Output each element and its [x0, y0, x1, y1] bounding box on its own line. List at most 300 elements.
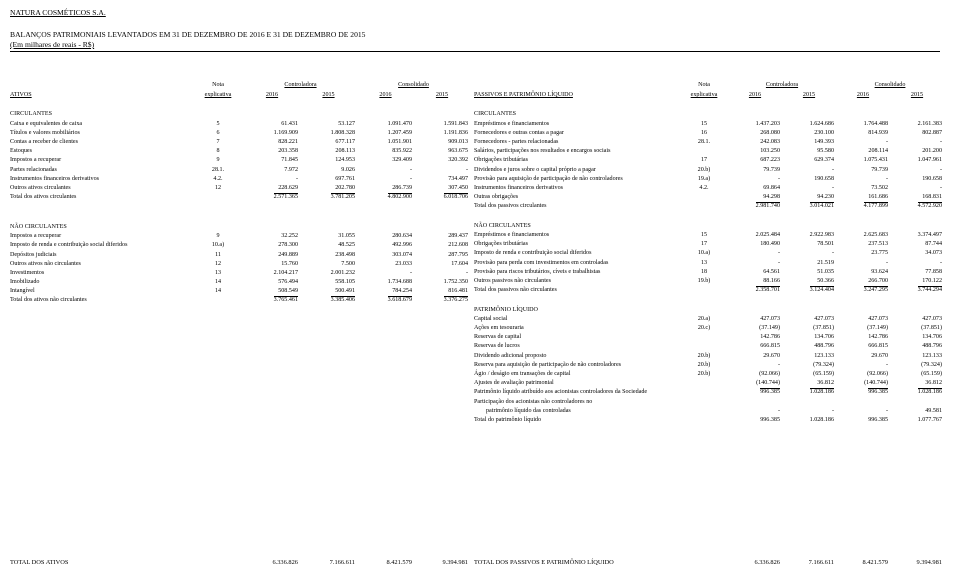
value-controladora-2016: 687.223 — [760, 157, 780, 164]
value-controladora-2016: 1.437.203 — [755, 120, 780, 127]
value-controladora-2016: 249.889 — [278, 251, 298, 258]
row-label: Imposto de renda e contribuição social diferidos — [474, 250, 592, 257]
value-controladora-2015: 190.658 — [814, 175, 834, 182]
value-controladora-2015: 53.127 — [338, 120, 355, 127]
row-label: Reservas de lucros — [474, 343, 520, 350]
table-row — [474, 136, 944, 145]
value-controladora-2015: 94.230 — [817, 194, 834, 201]
liabilities-noncurrent-total: Total dos passivos não circulantes 2.358.701 3.124.404 3.247.295 3.744.294 — [474, 287, 942, 294]
value-consolidado-2015: 34.073 — [925, 250, 942, 257]
year-header: 2016 — [856, 92, 870, 98]
row-nota: 15 — [700, 232, 708, 239]
value-controladora-2015: 427.073 — [814, 315, 834, 322]
value-controladora-2016: 61.431 — [281, 120, 298, 127]
year-header: 2015 — [802, 92, 816, 98]
row-label: Intangível — [10, 288, 35, 295]
table-row — [474, 275, 944, 284]
row-nota: 18 — [700, 268, 708, 275]
value-controladora-2015: 51.035 — [817, 268, 834, 275]
value-controladora-2015: 1.808.328 — [330, 129, 355, 136]
row-label: Provisão para aquisição de participação de não controladores — [474, 175, 623, 182]
table-row — [10, 127, 470, 136]
controladora-header: Controladora — [284, 82, 317, 88]
value-consolidado-2015: (37.851) — [921, 325, 942, 332]
row-label: Obrigações tributárias — [474, 241, 528, 248]
value-consolidado-2016: 208.114 — [868, 148, 888, 155]
table-row — [474, 368, 944, 377]
value-consolidado-2016: 784.254 — [392, 288, 412, 295]
table-row — [474, 340, 944, 349]
row-nota: 20.a) — [697, 315, 711, 322]
assets-grand-total: TOTAL DOS ATIVOS 6.336.826 7.166.611 8.421.579 9.394.981 — [10, 557, 470, 566]
value-consolidado-2015: - — [939, 184, 942, 191]
row-nota: 7 — [216, 139, 220, 146]
row-nota: 12 — [214, 260, 222, 267]
value-consolidado-2015: 1.752.350 — [443, 279, 468, 286]
value-consolidado-2015: 201.200 — [922, 148, 942, 155]
row-label: Reserva para aquisição de participação de não controladores — [474, 361, 622, 368]
value-consolidado-2015: 909.013 — [448, 139, 468, 146]
liabilities-current-total: Total dos passivos circulantes 2.981.740 3.014.021 4.177.899 4.572.920 — [474, 203, 942, 210]
row-nota: 15 — [700, 120, 708, 127]
row-nota: 19.a) — [697, 175, 711, 182]
liabilities-current-rows — [474, 117, 944, 200]
value-consolidado-2015: 307.450 — [448, 184, 468, 191]
value-controladora-2016: - — [777, 259, 780, 266]
value-consolidado-2016: 280.634 — [392, 233, 412, 240]
row-label: Outros passivos não circulantes — [474, 277, 552, 284]
row-label: Ações em tesouraria — [474, 325, 524, 332]
row-label: Empréstimos e financiamentos — [474, 120, 550, 127]
value-consolidado-2015: 212.608 — [448, 242, 468, 249]
table-row — [10, 136, 470, 145]
value-consolidado-2016: 1.051.901 — [387, 139, 412, 146]
statement-subtitle: (Em milhares de reais - R$) — [10, 40, 95, 49]
value-controladora-2016: 1.169.909 — [273, 129, 298, 136]
nota-header: Nota — [212, 82, 224, 88]
row-label: Partes relacionadas — [10, 166, 57, 173]
value-controladora-2015: 31.055 — [338, 233, 355, 240]
year-header: 2016 — [748, 92, 762, 98]
value-consolidado-2016: 1.734.688 — [387, 279, 412, 286]
value-consolidado-2016: 814.939 — [868, 129, 888, 136]
value-consolidado-2015: - — [465, 269, 468, 276]
value-consolidado-2015: 190.658 — [922, 175, 942, 182]
row-nota: 9 — [216, 233, 220, 240]
value-consolidado-2015: 734.497 — [448, 175, 468, 182]
statement-title: BALANÇOS PATRIMONIAIS LEVANTADOS EM 31 DE DEZEMBRO DE 2016 E 31 DE DEZEMBRO DE 2015 — [10, 30, 366, 39]
value-controladora-2016: - — [777, 361, 780, 368]
table-row — [474, 377, 944, 386]
value-consolidado-2015: - — [465, 166, 468, 173]
table-row — [474, 182, 944, 191]
liabilities-grand-total: TOTAL DOS PASSIVOS E PATRIMÔNIO LÍQUIDO 6.336.826 7.166.611 8.421.579 9.394.981 — [474, 557, 944, 566]
value-controladora-2015: 48.525 — [338, 242, 355, 249]
row-nota: 12 — [214, 184, 222, 191]
value-consolidado-2016: 666.815 — [868, 343, 888, 350]
row-nota: 9 — [216, 157, 220, 164]
value-controladora-2015: 629.374 — [814, 157, 834, 164]
value-consolidado-2015: 87.744 — [925, 241, 942, 248]
value-controladora-2015: 1.624.686 — [809, 120, 834, 127]
liabilities-heading: PASSIVOS E PATRIMÔNIO LÍQUIDO — [474, 92, 573, 98]
value-consolidado-2016: 1.075.431 — [863, 157, 888, 164]
value-controladora-2016: (92.066) — [759, 370, 780, 377]
row-label: Fornecedores e outras contas a pagar — [474, 129, 564, 136]
nota-header-2: explicativa — [690, 92, 718, 98]
value-controladora-2016: 32.252 — [281, 233, 298, 240]
table-row — [474, 127, 944, 136]
value-controladora-2016: (140.744) — [756, 380, 780, 387]
value-controladora-2016: 7.972 — [284, 166, 298, 173]
value-consolidado-2015: 802.887 — [922, 129, 942, 136]
row-label: Impostos a recuperar — [10, 233, 62, 240]
value-controladora-2015: 78.501 — [817, 241, 834, 248]
value-controladora-2016: 88.166 — [763, 277, 780, 284]
row-nota — [680, 377, 728, 386]
value-consolidado-2016: 266.700 — [868, 277, 888, 284]
value-consolidado-2016: 29.670 — [871, 352, 888, 359]
value-consolidado-2015: 963.675 — [448, 148, 468, 155]
row-nota: 11 — [215, 251, 221, 258]
row-nota: 16 — [700, 129, 708, 136]
value-controladora-2015: 2.001.232 — [330, 269, 355, 276]
table-row — [474, 191, 944, 200]
equity-total-row: Total do patrimônio líquido 996.385 1.028.186 996.385 1.077.767 — [474, 414, 944, 423]
company-name: NATURA COSMÉTICOS S.A. — [10, 8, 106, 17]
value-controladora-2015: 95.580 — [817, 148, 834, 155]
value-controladora-2016: 508.549 — [278, 288, 298, 295]
value-controladora-2015: - — [831, 166, 834, 173]
table-row — [474, 163, 944, 172]
value-controladora-2016: 268.080 — [760, 129, 780, 136]
value-consolidado-2016: 237.513 — [868, 241, 888, 248]
value-controladora-2016: 2.104.217 — [273, 269, 298, 276]
row-label: Investimentos — [10, 269, 45, 276]
value-controladora-2016: 242.083 — [760, 139, 780, 146]
equity-attributed-row: Patrimônio líquido atribuído aos acionistas controladores da Sociedade 996.385 1.028.186 996.385 1.028.186 — [474, 389, 942, 396]
table-row — [474, 247, 944, 256]
value-consolidado-2015: 488.796 — [922, 343, 942, 350]
value-consolidado-2015: 2.161.383 — [917, 120, 942, 127]
value-controladora-2015: 2.922.983 — [809, 232, 834, 239]
value-controladora-2016: 2.025.484 — [755, 232, 780, 239]
row-nota: 20.b) — [697, 370, 711, 377]
section-heading: CIRCULANTES — [10, 111, 52, 118]
value-controladora-2015: 677.117 — [335, 139, 355, 146]
table-row — [10, 267, 470, 276]
value-consolidado-2016: - — [885, 361, 888, 368]
row-nota: 20.c) — [697, 325, 711, 332]
value-consolidado-2016: 23.033 — [395, 260, 412, 267]
value-consolidado-2016: - — [885, 139, 888, 146]
value-consolidado-2015: 427.073 — [922, 315, 942, 322]
year-header: 2015 — [322, 92, 335, 98]
value-controladora-2016: - — [777, 250, 780, 257]
value-controladora-2016: 79.739 — [763, 166, 780, 173]
section-heading: PATRIMÔNIO LÍQUIDO — [474, 306, 538, 313]
value-controladora-2015: 9.026 — [341, 166, 355, 173]
value-controladora-2015: 558.105 — [335, 279, 355, 286]
table-row — [10, 117, 470, 126]
value-consolidado-2016: 1.207.459 — [387, 129, 412, 136]
table-row — [10, 239, 470, 248]
value-consolidado-2016: 427.073 — [868, 315, 888, 322]
value-controladora-2015: 238.498 — [335, 251, 355, 258]
table-row — [474, 117, 944, 126]
value-consolidado-2015: - — [939, 259, 942, 266]
value-consolidado-2016: - — [885, 175, 888, 182]
value-consolidado-2015: 17.604 — [451, 260, 468, 267]
row-label: Outros ativos circulantes — [10, 184, 71, 191]
value-controladora-2015: - — [831, 250, 834, 257]
value-consolidado-2016: 1.764.488 — [863, 120, 888, 127]
nota-header: Nota — [698, 82, 710, 88]
row-label: Ajustes de avaliação patrimonial — [474, 380, 554, 387]
value-consolidado-2016: (92.066) — [867, 370, 888, 377]
row-label: Reservas de capital — [474, 334, 522, 341]
assets-heading: ATIVOS — [10, 92, 32, 98]
row-nota: 4.2. — [213, 175, 223, 182]
table-row — [474, 256, 944, 265]
row-label: Contas a receber de clientes — [10, 139, 79, 146]
row-label: Salários, participações nos resultados e encargos sociais — [474, 148, 611, 155]
assets-current-total: Total dos ativos circulantes 2.571.365 3.781.205 4.802.900 6.018.706 — [10, 194, 468, 201]
value-consolidado-2015: 1.047.961 — [917, 157, 942, 164]
section-heading: CIRCULANTES — [474, 111, 516, 118]
table-row — [474, 359, 944, 368]
value-controladora-2015: 149.393 — [814, 139, 834, 146]
row-label: Outros ativos não circulantes — [10, 260, 81, 267]
row-label: Instrumentos financeiros derivativos — [474, 184, 564, 191]
assets-noncurrent-rows — [10, 230, 470, 294]
row-label: Caixa e equivalentes de caixa — [10, 120, 83, 127]
value-consolidado-2016: (37.149) — [867, 325, 888, 332]
value-consolidado-2015: 1.191.836 — [443, 129, 468, 136]
value-consolidado-2016: 142.786 — [868, 334, 888, 341]
value-controladora-2015: 488.796 — [814, 343, 834, 350]
row-nota: 5 — [216, 120, 220, 127]
table-row — [10, 145, 470, 154]
table-row — [10, 154, 470, 163]
table-row — [474, 313, 944, 322]
value-consolidado-2015: 320.392 — [448, 157, 468, 164]
row-nota: 17 — [700, 157, 708, 164]
table-row — [474, 322, 944, 331]
row-nota: 10.a) — [697, 250, 711, 257]
value-controladora-2015: 50.366 — [817, 277, 834, 284]
row-label: Capital social — [474, 315, 508, 322]
value-consolidado-2015: 134.706 — [922, 334, 942, 341]
value-controladora-2015: (65.159) — [813, 370, 834, 377]
row-label: Estoques — [10, 148, 33, 155]
row-label: Provisão para riscos tributários, cíveis e trabalhistas — [474, 268, 601, 275]
row-label: Imposto de renda e contribuição social diferidos — [10, 242, 128, 249]
table-row — [474, 173, 944, 182]
value-consolidado-2016: 835.922 — [392, 148, 412, 155]
value-controladora-2016: 666.815 — [760, 343, 780, 350]
nota-header-2: explicativa — [204, 92, 232, 98]
row-nota: 6 — [216, 129, 220, 136]
value-consolidado-2015: 170.122 — [922, 277, 942, 284]
row-nota: 20.b) — [697, 166, 711, 173]
controladora-header: Controladora — [765, 82, 799, 88]
table-row — [474, 331, 944, 340]
row-nota — [680, 331, 728, 340]
table-row — [10, 163, 470, 172]
value-consolidado-2015: (65.159) — [921, 370, 942, 377]
noncontrolling-row: patrimônio líquido das controladas - - - 49.581 — [486, 407, 942, 414]
value-controladora-2016: 576.494 — [278, 279, 298, 286]
value-consolidado-2015: 77.858 — [925, 268, 942, 275]
assets-noncurrent-total: Total dos ativos não circulantes 3.765.461 3.385.406 3.618.679 3.376.275 — [10, 297, 468, 304]
row-label: Imobilizado — [10, 279, 40, 286]
value-controladora-2016: - — [295, 175, 298, 182]
table-row — [10, 276, 470, 285]
row-nota: 8 — [216, 148, 220, 155]
consolidado-header: Consolidado — [874, 82, 906, 88]
value-consolidado-2016: 73.502 — [871, 184, 888, 191]
row-label: Empréstimos e financiamentos — [474, 232, 550, 239]
row-label: Provisão para perda com investimentos em controladas — [474, 259, 609, 266]
year-header: 2015 — [435, 92, 449, 98]
row-nota: 20.b) — [697, 352, 711, 359]
value-controladora-2015: - — [831, 184, 834, 191]
section-heading: NÃO CIRCULANTES — [10, 223, 67, 230]
value-consolidado-2015: 123.133 — [922, 352, 942, 359]
value-consolidado-2015: 1.591.843 — [443, 120, 468, 127]
row-label: Ágio / deságio em transações de capital — [474, 370, 571, 377]
row-nota — [680, 145, 728, 154]
value-consolidado-2016: 23.775 — [871, 250, 888, 257]
value-consolidado-2016: 329.409 — [392, 157, 412, 164]
table-row — [10, 285, 470, 294]
value-controladora-2016: 228.629 — [278, 184, 298, 191]
value-controladora-2015: 208.113 — [335, 148, 355, 155]
table-row — [474, 145, 944, 154]
value-controladora-2016: 828.221 — [278, 139, 298, 146]
value-controladora-2016: 29.670 — [763, 352, 780, 359]
value-controladora-2016: - — [777, 175, 780, 182]
table-row — [474, 154, 944, 163]
value-controladora-2015: 134.706 — [814, 334, 834, 341]
value-consolidado-2016: 93.624 — [871, 268, 888, 275]
value-controladora-2016: 103.250 — [760, 148, 780, 155]
liabilities-table — [474, 78, 944, 423]
value-consolidado-2016: 79.739 — [871, 166, 888, 173]
value-controladora-2015: 7.500 — [341, 260, 355, 267]
value-controladora-2016: 64.561 — [763, 268, 780, 275]
value-controladora-2016: 71.845 — [281, 157, 298, 164]
value-consolidado-2015: 289.437 — [448, 233, 468, 240]
row-nota — [680, 340, 728, 349]
year-header: 2015 — [910, 92, 924, 98]
value-consolidado-2015: - — [939, 166, 942, 173]
value-consolidado-2015: - — [939, 139, 942, 146]
row-nota: 20.b) — [697, 361, 711, 368]
value-consolidado-2016: 303.074 — [392, 251, 412, 258]
row-nota — [680, 191, 728, 200]
value-consolidado-2016: 1.091.470 — [387, 120, 412, 127]
row-label: Dividendo adicional proposto — [474, 352, 547, 359]
row-label: Impostos a recuperar — [10, 157, 62, 164]
liabilities-noncurrent-rows — [474, 229, 944, 284]
row-nota: 14 — [214, 288, 222, 295]
assets-current-rows — [10, 117, 470, 191]
table-row — [10, 248, 470, 257]
table-row — [10, 230, 470, 239]
header-rule — [10, 51, 940, 52]
row-nota: 19.b) — [697, 277, 711, 284]
value-controladora-2016: 203.358 — [278, 148, 298, 155]
value-controladora-2015: 36.812 — [817, 380, 834, 387]
value-controladora-2015: 123.133 — [814, 352, 834, 359]
value-controladora-2015: 21.519 — [817, 259, 834, 266]
row-nota: 10.a) — [211, 242, 225, 249]
row-label: Títulos e valores mobiliários — [10, 129, 80, 136]
value-controladora-2015: (37.851) — [813, 325, 834, 332]
row-label: Dividendos e juros sobre o capital próprio a pagar — [474, 166, 596, 173]
value-controladora-2015: 230.100 — [814, 129, 834, 136]
value-controladora-2015: (79.324) — [813, 361, 834, 368]
row-label: Outras obrigações — [474, 194, 519, 201]
value-controladora-2015: 697.761 — [335, 175, 355, 182]
noncontrolling-label: Participação dos acionistas não controladores no — [474, 398, 593, 405]
row-label: Depósitos judiciais — [10, 251, 57, 258]
assets-table — [10, 78, 470, 303]
row-nota: 4.2. — [699, 184, 709, 191]
table-row — [474, 349, 944, 358]
value-consolidado-2015: (79.324) — [921, 361, 942, 368]
value-consolidado-2016: 161.686 — [868, 194, 888, 201]
equity-rows — [474, 313, 944, 387]
value-controladora-2016: 427.073 — [760, 315, 780, 322]
value-controladora-2016: 94.298 — [763, 194, 780, 201]
row-label: Instrumentos financeiros derivativos — [10, 175, 100, 182]
value-consolidado-2016: - — [409, 166, 412, 173]
value-consolidado-2016: (140.744) — [864, 380, 888, 387]
table-row — [474, 229, 944, 238]
row-label: Fornecedores - partes relacionadas — [474, 139, 559, 146]
value-consolidado-2016: - — [885, 259, 888, 266]
value-controladora-2016: 278.300 — [278, 242, 298, 249]
row-nota: 28.1. — [211, 166, 225, 173]
value-controladora-2015: 202.780 — [335, 184, 355, 191]
value-controladora-2016: 142.786 — [760, 334, 780, 341]
table-row — [10, 258, 470, 267]
value-controladora-2016: (37.149) — [759, 325, 780, 332]
row-label: Obrigações tributárias — [474, 157, 528, 164]
year-header: 2016 — [379, 92, 392, 98]
value-controladora-2015: 500.491 — [335, 288, 355, 295]
value-controladora-2016: 180.490 — [760, 241, 780, 248]
section-heading: NÃO CIRCULANTES — [474, 222, 531, 229]
value-controladora-2016: 69.864 — [763, 184, 780, 191]
table-row — [474, 238, 944, 247]
value-controladora-2015: 124.953 — [335, 157, 355, 164]
value-consolidado-2015: 3.374.497 — [917, 232, 942, 239]
value-consolidado-2015: 168.831 — [922, 194, 942, 201]
table-row — [10, 173, 470, 182]
value-consolidado-2016: 2.625.683 — [863, 232, 888, 239]
value-controladora-2016: 15.760 — [281, 260, 298, 267]
row-nota: 28.1. — [697, 139, 711, 146]
value-consolidado-2016: 492.996 — [392, 242, 412, 249]
row-nota: 17 — [700, 241, 708, 248]
year-header: 2016 — [265, 92, 279, 98]
value-consolidado-2016: - — [409, 269, 412, 276]
value-consolidado-2016: - — [409, 175, 412, 182]
